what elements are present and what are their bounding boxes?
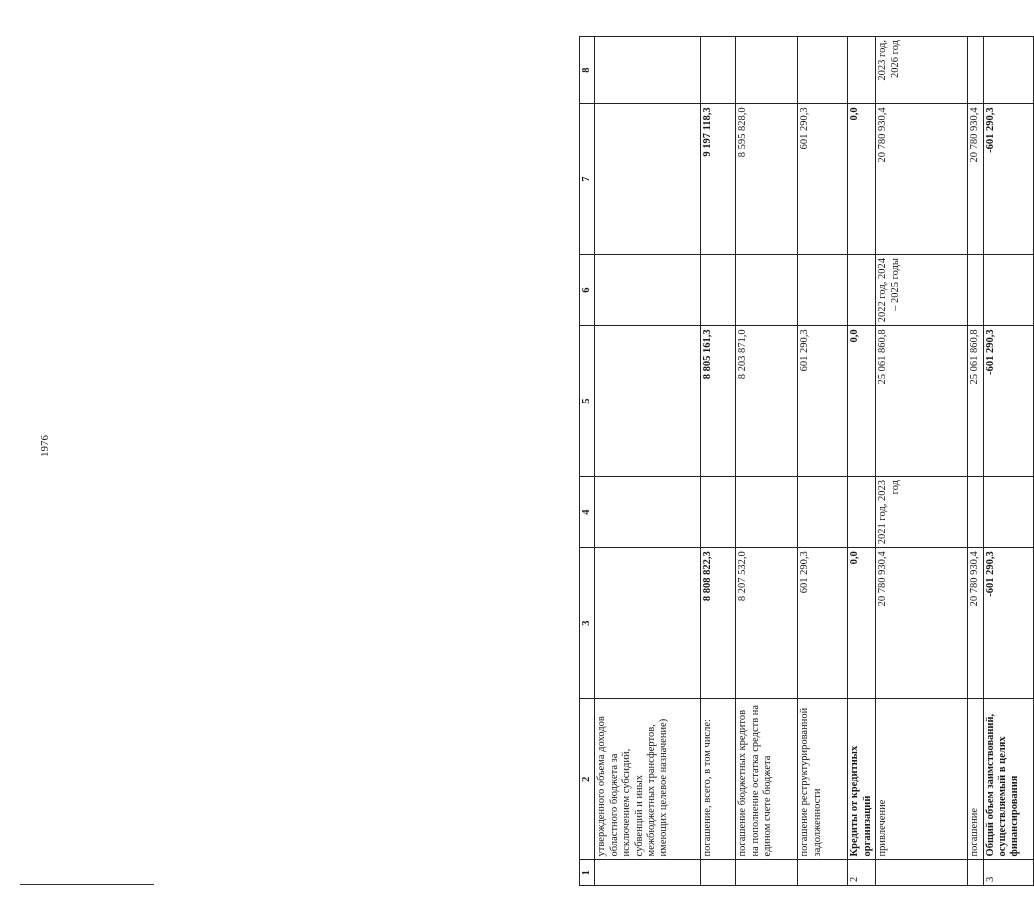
table-header-row bbox=[580, 37, 595, 886]
header-cell: 8 bbox=[580, 37, 595, 104]
term-cell bbox=[983, 37, 1033, 104]
term-cell bbox=[736, 37, 798, 104]
footnote-separator bbox=[20, 884, 154, 885]
header-cell: 6 bbox=[580, 255, 595, 326]
term-cell bbox=[701, 477, 736, 548]
term-cell bbox=[968, 477, 983, 548]
term-cell bbox=[736, 255, 798, 326]
borrowing-table bbox=[579, 36, 1034, 886]
description-cell: погашение, всего, в том числе: bbox=[701, 698, 736, 859]
term-cell bbox=[798, 477, 848, 548]
amount-cell: 0,0 bbox=[848, 326, 876, 477]
amount-cell: 601 290,3 bbox=[798, 548, 848, 699]
amount-cell: 8 207 532,0 bbox=[736, 548, 798, 699]
description-cell: Кредиты от кредитных организаций bbox=[848, 698, 876, 859]
description-cell: погашение реструктурированной задолженности bbox=[798, 698, 848, 859]
term-cell: 2021 год, 2023 год bbox=[876, 477, 968, 548]
term-cell bbox=[983, 477, 1033, 548]
row-number-cell bbox=[968, 860, 983, 886]
term-cell: 2022 год, 2024 – 2025 годы bbox=[876, 255, 968, 326]
row-number-cell bbox=[876, 860, 968, 886]
description-cell: привлечение bbox=[876, 698, 968, 859]
table-row bbox=[968, 37, 983, 886]
amount-cell: 0,0 bbox=[848, 104, 876, 255]
table-row bbox=[876, 37, 968, 886]
amount-cell: 601 290,3 bbox=[798, 104, 848, 255]
term-cell bbox=[848, 37, 876, 104]
header-cell: 3 bbox=[580, 548, 595, 699]
term-cell: 2023 год, 2026 год bbox=[876, 37, 968, 104]
term-cell bbox=[701, 37, 736, 104]
amount-cell: 25 061 860,8 bbox=[876, 326, 968, 477]
table-row bbox=[798, 37, 848, 886]
amount-cell: 20 780 930,4 bbox=[876, 548, 968, 699]
amount-cell: 9 197 118,3 bbox=[701, 104, 736, 255]
amount-cell: 8 203 871,0 bbox=[736, 326, 798, 477]
term-cell bbox=[701, 255, 736, 326]
header-cell: 1 bbox=[580, 860, 595, 886]
term-cell bbox=[848, 477, 876, 548]
amount-cell: 8 595 828,0 bbox=[736, 104, 798, 255]
row-number-cell bbox=[701, 860, 736, 886]
table-row bbox=[595, 37, 701, 886]
description-cell: утвержденного объема доходов областного бюджета за исключением субсидий, субвенций и иных межбюджетных трансфертов, имеющих целевое назначение) bbox=[595, 698, 701, 859]
term-cell bbox=[848, 255, 876, 326]
term-cell bbox=[595, 255, 701, 326]
amount-cell bbox=[595, 548, 701, 699]
term-cell bbox=[968, 37, 983, 104]
header-cell: 5 bbox=[580, 326, 595, 477]
table-row bbox=[848, 37, 876, 886]
table-row bbox=[983, 37, 1033, 886]
amount-cell: -601 290,3 bbox=[983, 326, 1033, 477]
amount-cell bbox=[595, 326, 701, 477]
table-row bbox=[736, 37, 798, 886]
amount-cell: 8 808 822,3 bbox=[701, 548, 736, 699]
term-cell bbox=[736, 477, 798, 548]
header-cell: 7 bbox=[580, 104, 595, 255]
term-cell bbox=[983, 255, 1033, 326]
term-cell bbox=[968, 255, 983, 326]
term-cell bbox=[595, 477, 701, 548]
row-number-cell bbox=[595, 860, 701, 886]
header-cell: 2 bbox=[580, 698, 595, 859]
amount-cell: -601 290,3 bbox=[983, 548, 1033, 699]
row-number-cell: 2 bbox=[848, 860, 876, 886]
amount-cell: 20 780 930,4 bbox=[876, 104, 968, 255]
term-cell bbox=[798, 255, 848, 326]
amount-cell: 0,0 bbox=[848, 548, 876, 699]
row-number-cell bbox=[798, 860, 848, 886]
amount-cell: -601 290,3 bbox=[983, 104, 1033, 255]
term-cell bbox=[798, 37, 848, 104]
amount-cell: 8 805 161,3 bbox=[701, 326, 736, 477]
amount-cell: 601 290,3 bbox=[798, 326, 848, 477]
header-cell: 4 bbox=[580, 477, 595, 548]
amount-cell: 20 780 930,4 bbox=[968, 548, 983, 699]
description-cell: погашение bbox=[968, 698, 983, 859]
page-number: 1976 bbox=[39, 435, 51, 457]
description-cell: Общий объем заимствований, осуществляемый в целях финансирования bbox=[983, 698, 1033, 859]
row-number-cell: 3 bbox=[983, 860, 1033, 886]
row-number-cell bbox=[736, 860, 798, 886]
description-cell: погашение бюджетных кредитов на пополнение остатка средств на едином счете бюджета bbox=[736, 698, 798, 859]
amount-cell: 25 061 860,8 bbox=[968, 326, 983, 477]
amount-cell: 20 780 930,4 bbox=[968, 104, 983, 255]
term-cell bbox=[595, 37, 701, 104]
table-row bbox=[701, 37, 736, 886]
amount-cell bbox=[595, 104, 701, 255]
